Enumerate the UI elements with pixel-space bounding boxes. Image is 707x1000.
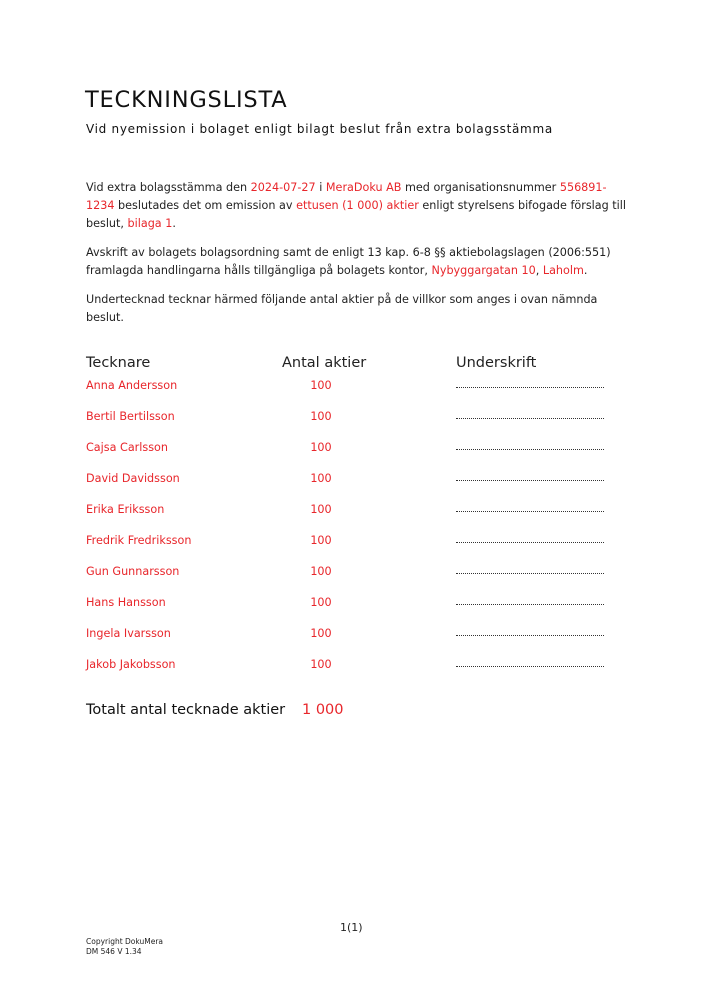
intro-paragraph-2 <box>86 244 626 280</box>
column-header-antal-aktier: Antal aktier <box>282 355 367 371</box>
subscriber-name: Anna Andersson <box>86 379 178 392</box>
p1-text-e: enligt styrelsens bifogade förslag till beslut, <box>86 199 627 230</box>
table-row <box>0 501 707 532</box>
p2-text-c: . <box>583 264 588 277</box>
footer <box>86 937 163 957</box>
subscriber-name: David Davidsson <box>86 472 180 485</box>
column-header-tecknare: Tecknare <box>86 355 151 371</box>
subscriber-shares: 100 <box>310 410 332 423</box>
city-field: Laholm <box>542 264 584 277</box>
intro-paragraph-3: Undertecknad tecknar härmed följande antal aktier på de villkor som anges i ovan nämnda beslut. <box>86 293 598 324</box>
p1-text-f: . <box>172 217 176 230</box>
intro-paragraph-1 <box>86 179 626 233</box>
signature-line <box>456 666 604 667</box>
signature-line <box>456 635 604 636</box>
document-subtitle: Vid nyemission i bolaget enligt bilagt beslut från extra bolagsstämma <box>86 122 553 136</box>
org-number-field: 556891-1234 <box>86 181 607 212</box>
subscriber-name: Ingela Ivarsson <box>86 627 171 640</box>
p2-text-a: Avskrift av bolagets bolagsordning samt de enligt 13 kap. 6-8 §§ aktiebolagslagen (2006:551) framlagda handlingarna hålls tillgängliga på bolagets kontor, <box>86 246 611 277</box>
table-row <box>0 563 707 594</box>
address-field: Nybyggargatan 10 <box>431 264 536 277</box>
signature-line <box>456 511 604 512</box>
subscriber-shares: 100 <box>310 379 332 392</box>
signature-line <box>456 604 604 605</box>
signature-line <box>456 418 604 419</box>
subscriber-shares: 100 <box>310 441 332 454</box>
subscriber-shares: 100 <box>310 503 332 516</box>
subscriber-shares: 100 <box>310 472 332 485</box>
version-text: DM 546 V 1.34 <box>86 947 142 956</box>
subscriber-name: Fredrik Fredriksson <box>86 534 192 547</box>
copyright-text: Copyright DokuMera <box>86 937 164 946</box>
meeting-date-field: 2024-07-27 <box>250 181 316 194</box>
document-title: TECKNINGSLISTA <box>85 87 288 113</box>
table-row <box>0 439 707 470</box>
table-row <box>0 470 707 501</box>
table-row <box>0 377 707 408</box>
subscriber-shares: 100 <box>310 534 332 547</box>
page-number: 1(1) <box>340 921 363 934</box>
appendix-field: bilaga 1 <box>127 217 173 230</box>
signature-line <box>456 573 604 574</box>
table-row <box>0 656 707 687</box>
subscriber-list <box>0 377 707 687</box>
subscriber-name: Cajsa Carlsson <box>86 441 168 454</box>
subscriber-shares: 100 <box>310 627 332 640</box>
p1-text-c: med organisationsnummer <box>401 181 560 194</box>
table-row <box>0 532 707 563</box>
table-row <box>0 594 707 625</box>
subscriber-shares: 100 <box>310 658 332 671</box>
share-amount-field: ettusen (1 000) aktier <box>296 199 419 212</box>
total-label: Totalt antal tecknade aktier <box>86 702 286 718</box>
signature-line <box>456 480 604 481</box>
signature-line <box>456 387 604 388</box>
subscriber-name: Hans Hansson <box>86 596 166 609</box>
p1-text-b: i <box>315 181 326 194</box>
subscriber-shares: 100 <box>310 565 332 578</box>
signature-line <box>456 542 604 543</box>
signature-line <box>456 449 604 450</box>
subscriber-name: Jakob Jakobsson <box>86 658 176 671</box>
column-header-underskrift: Underskrift <box>456 355 537 371</box>
subscriber-name: Erika Eriksson <box>86 503 165 516</box>
p1-text-d: beslutades det om emission av <box>114 199 297 212</box>
p2-text-b: , <box>535 264 543 277</box>
subscriber-name: Gun Gunnarsson <box>86 565 180 578</box>
company-name-field: MeraDoku AB <box>325 181 402 194</box>
total-value: 1 000 <box>302 702 344 718</box>
p1-text-a: Vid extra bolagsstämma den <box>86 181 251 194</box>
subscriber-name: Bertil Bertilsson <box>86 410 175 423</box>
table-row <box>0 408 707 439</box>
table-row <box>0 625 707 656</box>
subscriber-shares: 100 <box>310 596 332 609</box>
